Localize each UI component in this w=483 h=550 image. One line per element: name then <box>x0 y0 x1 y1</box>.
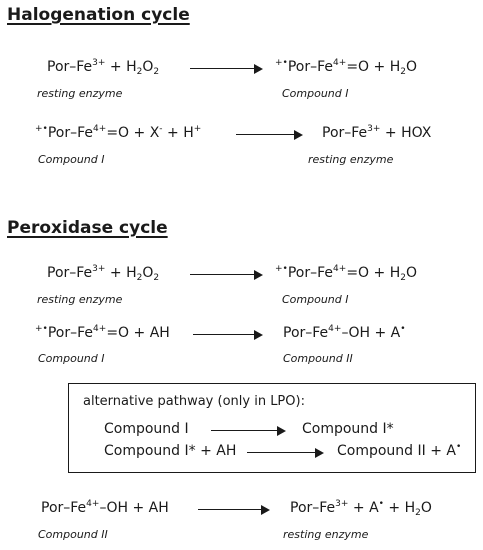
halogenation-title: Halogenation cycle <box>7 5 190 25</box>
peroxidase-r1-reactants: Por–$Fe^{3+} + H_2O_2$ <box>47 264 160 283</box>
compound-i-label: Compound I <box>38 352 105 365</box>
halogenation-r1-products: $^{+•}Por-Fe^{4+}=O + H_2O$ <box>275 58 417 77</box>
alt-line1-left: Compound I <box>104 421 189 437</box>
halogenation-r1-reactants: Por–$Fe^{3+} + H_2O_2$ <box>47 58 160 77</box>
halogenation-r2-reactants: $^{+•}Por-Fe^{4+}=O + X^- + H^+$ <box>35 124 202 141</box>
resting-enzyme-label: resting enzyme <box>308 153 394 166</box>
reaction-arrow <box>247 448 324 458</box>
reaction-arrow <box>236 130 303 140</box>
resting-enzyme-label: resting enzyme <box>37 87 123 100</box>
reaction-arrow <box>193 330 263 340</box>
alternative-pathway-title: alternative pathway (only in LPO): <box>83 394 305 409</box>
reaction-arrow <box>211 426 286 436</box>
peroxidase-r3-products: Por–$Fe^{3+} + A^• + H_2O$ <box>290 499 432 518</box>
peroxidase-r1-products: $^{+•}Por-Fe^{4+}=O + H_2O$ <box>275 264 417 283</box>
alt-line2-left: Compound I* + AH <box>104 443 237 459</box>
reaction-arrow <box>190 64 263 74</box>
halogenation-r2-products: Por–$Fe^{3+}$ + HOX <box>322 124 432 141</box>
alt-line2-right: Compound II + A• <box>337 442 462 459</box>
compound-i-label: Compound I <box>282 87 349 100</box>
compound-ii-label: Compound II <box>38 528 108 541</box>
reaction-arrow <box>190 270 263 280</box>
alternative-pathway-box <box>68 383 476 473</box>
resting-enzyme-label: resting enzyme <box>283 528 369 541</box>
compound-i-label: Compound I <box>38 153 105 166</box>
resting-enzyme-label: resting enzyme <box>37 293 123 306</box>
peroxidase-r3-reactants: Por–$Fe^{4+}-OH$ + AH <box>41 499 169 516</box>
compound-i-label: Compound I <box>282 293 349 306</box>
peroxidase-r2-products: Por–$Fe^{4+}-OH + A^•$ <box>283 324 406 341</box>
alt-line1-right: Compound I* <box>302 421 394 437</box>
compound-ii-label: Compound II <box>283 352 353 365</box>
peroxidase-title: Peroxidase cycle <box>7 218 168 238</box>
peroxidase-r2-reactants: $^{+•}Por-Fe^{4+}=O$ + AH <box>35 324 170 341</box>
reaction-arrow <box>198 505 270 515</box>
